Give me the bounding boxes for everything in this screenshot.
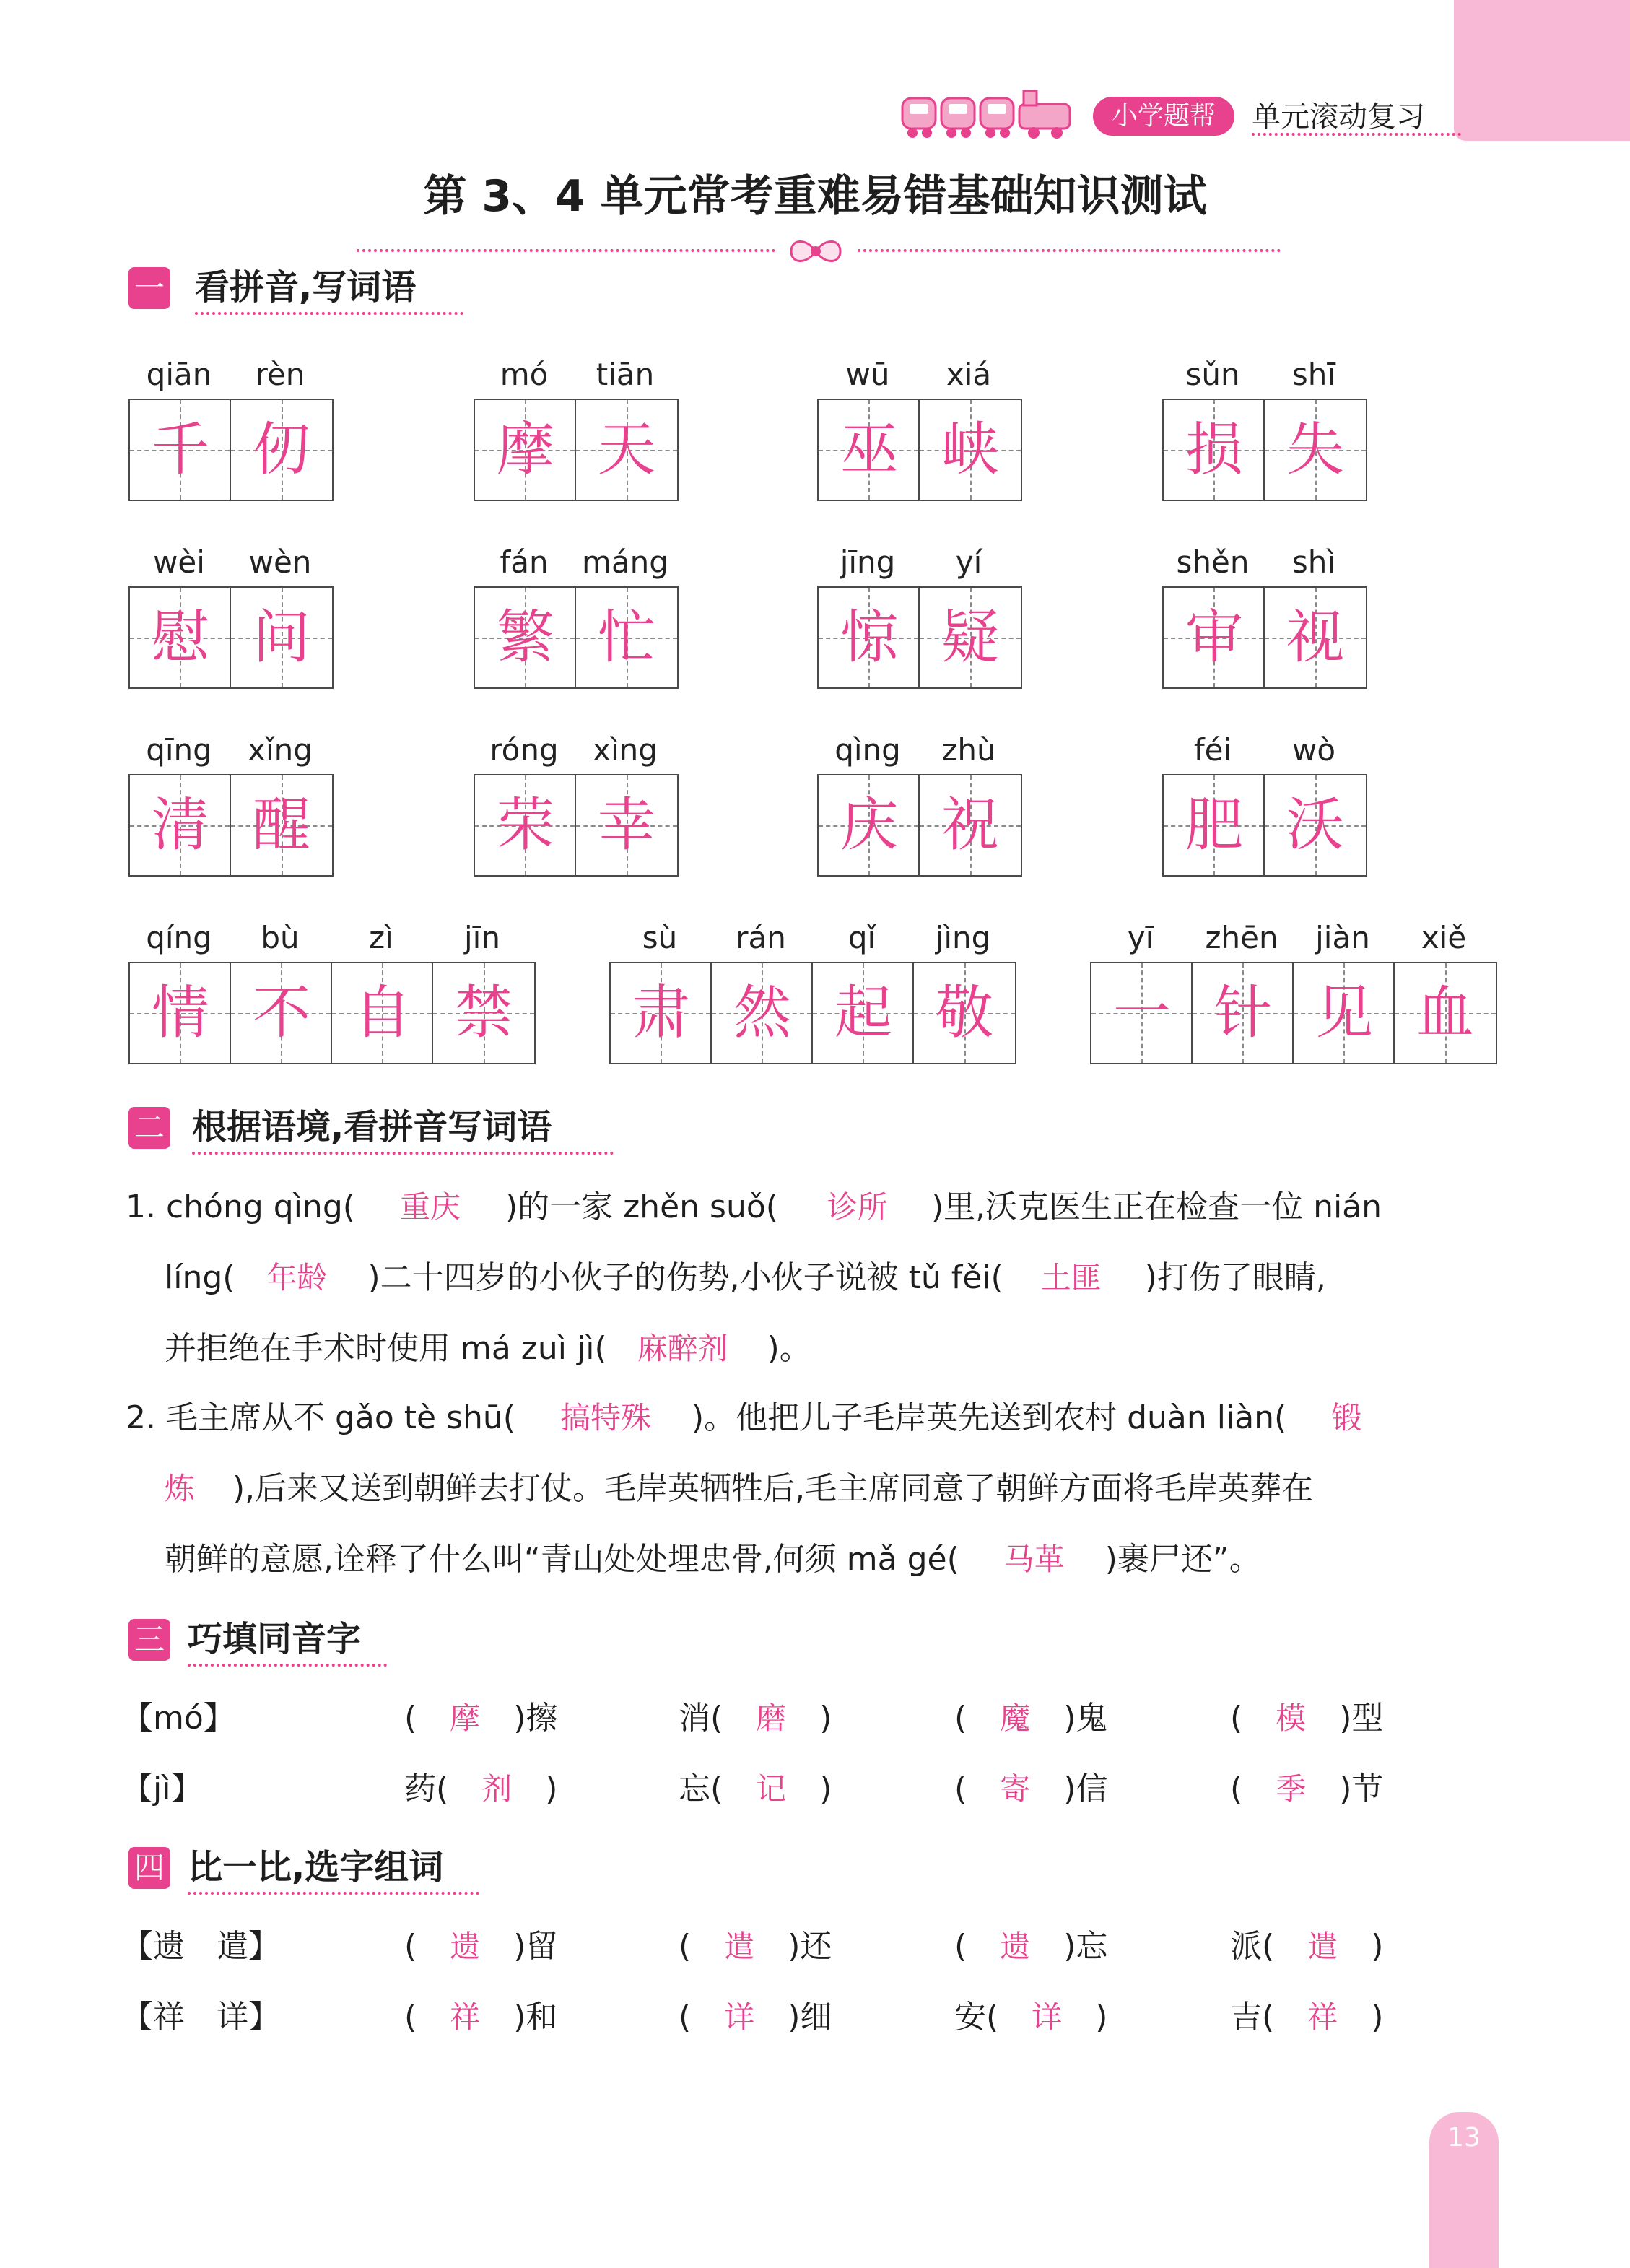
section-badge-1: 一 (128, 267, 170, 309)
answer-character: 天 (598, 416, 655, 483)
suffix: ) (1095, 1999, 1108, 2035)
grid-cell (1265, 400, 1366, 500)
section-badge-4: 四 (128, 1847, 170, 1889)
tian-zi-ge-grid (128, 774, 334, 877)
answer: 马革 (1003, 1542, 1065, 1577)
answer-character: 视 (1286, 604, 1344, 671)
answer-character: 一 (1113, 979, 1171, 1046)
answer-character: 肥 (1185, 791, 1243, 859)
grid-cell (819, 400, 920, 500)
suffix: )节 (1339, 1770, 1384, 1807)
fill-blank-item (404, 1925, 557, 1968)
answer: 遗 (450, 1929, 481, 1964)
pinyin: jīng (840, 544, 896, 580)
tian-zi-ge-grid (474, 586, 679, 689)
prefix: ( (679, 1999, 692, 2035)
grid-cell (231, 775, 332, 875)
grid-cell (231, 588, 332, 687)
fill-blank-item (1230, 1768, 1383, 1811)
pinyin: xiá (946, 357, 992, 392)
grid-cell (914, 963, 1015, 1063)
answer-character: 血 (1416, 979, 1474, 1046)
grid-cell (130, 775, 231, 875)
section-badge-2: 二 (128, 1107, 170, 1149)
answer: 重庆 (399, 1189, 461, 1225)
answer-character: 繁 (497, 604, 554, 671)
tian-zi-ge-grid (817, 586, 1022, 689)
answer-character: 不 (253, 979, 310, 1046)
title-divider-left (357, 249, 775, 252)
grid-cell (475, 400, 576, 500)
item-number: 1. (126, 1189, 156, 1225)
grid-cell (819, 775, 920, 875)
prefix: ( (954, 1770, 967, 1807)
section-title-2: 根据语境,看拼音写词语 (192, 1104, 614, 1155)
tian-zi-ge-grid (1162, 774, 1367, 877)
grid-cell (1164, 588, 1265, 687)
answer-character: 峡 (941, 416, 999, 483)
grid-cell (813, 963, 914, 1063)
pinyin: wū (845, 357, 890, 392)
grid-cell (920, 775, 1021, 875)
prefix: 忘( (679, 1770, 723, 1807)
pinyin: zhù (941, 732, 996, 768)
grid-cell (231, 963, 332, 1063)
answer: 麻醉剂 (637, 1331, 728, 1366)
pinyin: zhēn (1205, 920, 1278, 955)
suffix: )还 (788, 1928, 832, 1965)
pinyin: mó (500, 357, 549, 392)
tian-zi-ge-grid (128, 399, 334, 501)
answer-character: 惊 (840, 604, 898, 671)
grid-cell (576, 400, 677, 500)
answer-character: 醒 (253, 791, 310, 859)
answer-character: 庆 (840, 791, 898, 859)
fill-blank-item (1230, 1996, 1383, 2039)
answer-character: 巫 (840, 416, 898, 483)
pinyin: bù (261, 920, 300, 955)
pinyin: jìng (935, 920, 991, 955)
pinyin: fán (500, 544, 549, 580)
pinyin: wèn (248, 544, 312, 580)
q2-2-line-2: 炼 ),后来又送到朝鲜去打仗。毛岸英牺牲后,毛主席同意了朝鲜方面将毛岸英葬在 (165, 1470, 1314, 1507)
grid-cell (130, 963, 231, 1063)
answer: 炼 (165, 1471, 196, 1506)
pinyin: sǔn (1185, 357, 1240, 392)
section-title-4: 比一比,选字组词 (188, 1844, 479, 1895)
section-badge-3: 三 (128, 1619, 170, 1661)
answer-character: 幸 (598, 791, 655, 859)
section-title-1: 看拼音,写词语 (195, 264, 463, 315)
suffix: )细 (788, 1999, 832, 2035)
answer-character: 摩 (497, 416, 554, 483)
tian-zi-ge-grid (1162, 586, 1367, 689)
pinyin: máng (582, 544, 668, 580)
pinyin: xìng (593, 732, 658, 768)
answer-character: 慰 (152, 604, 209, 671)
fill-blank-item (954, 1996, 1107, 2039)
answer: 诊所 (827, 1189, 888, 1225)
pinyin: shī (1291, 357, 1336, 392)
suffix: ) (545, 1770, 558, 1807)
answer: 剂 (481, 1771, 513, 1807)
answer-character: 仞 (253, 416, 310, 483)
pinyin: shěn (1176, 544, 1250, 580)
pinyin: qiān (146, 357, 212, 392)
grid-cell (433, 963, 534, 1063)
pinyin: yí (955, 544, 982, 580)
grid-cell (920, 400, 1021, 500)
suffix: )信 (1063, 1770, 1108, 1807)
fill-blank-item (954, 1768, 1107, 1811)
suffix: )留 (513, 1928, 558, 1965)
q2-1-line-3: 并拒绝在手术时使用 má zuì jì( 麻醉剂 )。 (165, 1330, 811, 1367)
prefix: ( (1230, 1770, 1243, 1807)
tian-zi-ge-grid (609, 962, 1016, 1064)
pinyin: rán (736, 920, 786, 955)
pinyin: qìng (834, 732, 901, 768)
answer-character: 忙 (598, 604, 655, 671)
answer: 摩 (450, 1700, 481, 1736)
prefix: 吉( (1230, 1999, 1275, 2035)
prefix: ( (1230, 1700, 1243, 1737)
pinyin: xǐng (248, 732, 313, 768)
pinyin: wèi (153, 544, 205, 580)
tian-zi-ge-grid (817, 774, 1022, 877)
answer-character: 情 (152, 979, 209, 1046)
prefix: ( (954, 1928, 967, 1965)
tian-zi-ge-grid (474, 774, 679, 877)
grid-cell (130, 400, 231, 500)
answer-character: 失 (1286, 416, 1344, 483)
tian-zi-ge-grid (474, 399, 679, 501)
answer-character: 疑 (941, 604, 999, 671)
prefix: 安( (954, 1999, 999, 2035)
grid-cell (1265, 588, 1366, 687)
answer: 魔 (1000, 1700, 1031, 1736)
grid-cell (475, 588, 576, 687)
train-icon (899, 88, 1080, 140)
answer: 年龄 (266, 1260, 328, 1295)
fill-blank-item (954, 1925, 1107, 1968)
corner-tab (1454, 0, 1630, 141)
item-number: 2. (126, 1399, 156, 1436)
q2-2-line-1: 2. 毛主席从不 gǎo tè shū( 搞特殊 )。他把儿子毛岸英先送到农村 duàn liàn( 锻 (126, 1399, 1362, 1436)
pinyin: qīng (146, 732, 212, 768)
pinyin: róng (489, 732, 559, 768)
grid-cell (332, 963, 433, 1063)
prefix: ( (404, 1700, 417, 1737)
pinyin: zì (369, 920, 393, 955)
tian-zi-ge-grid (128, 586, 334, 689)
suffix: )型 (1339, 1700, 1384, 1737)
answer: 遣 (724, 1929, 755, 1964)
answer-character: 千 (152, 416, 209, 483)
fill-blank-item (404, 1768, 557, 1811)
answer-character: 损 (1185, 416, 1243, 483)
page-title: 第 3、4 单元常考重难易错基础知识测试 (423, 171, 1207, 222)
fill-blank-item (679, 1697, 832, 1740)
grid-cell (1395, 963, 1496, 1063)
answer-character: 荣 (497, 791, 554, 859)
section-title-3: 巧填同音字 (188, 1616, 387, 1667)
answer-character: 审 (1185, 604, 1243, 671)
answer-character: 肃 (632, 979, 690, 1046)
row-label: 【祥 详】 (121, 1999, 280, 2035)
pinyin: qíng (146, 920, 212, 955)
unit-review-label: 单元滚动复习 (1252, 100, 1425, 134)
fill-blank-item (679, 1925, 832, 1968)
pinyin: wò (1291, 732, 1336, 768)
suffix: ) (819, 1700, 832, 1737)
answer: 模 (1276, 1700, 1307, 1736)
fill-blank-item (404, 1996, 557, 2039)
suffix: )忘 (1063, 1928, 1108, 1965)
answer: 搞特殊 (559, 1400, 651, 1435)
title-divider-right (858, 249, 1281, 252)
answer: 遗 (1000, 1929, 1031, 1964)
suffix: )和 (513, 1999, 558, 2035)
page-number: 13 (1429, 2112, 1499, 2268)
suffix: )擦 (513, 1700, 558, 1737)
pinyin: tiān (596, 357, 655, 392)
fill-blank-item (1230, 1697, 1383, 1740)
grid-cell (819, 588, 920, 687)
pinyin: xiě (1421, 920, 1467, 955)
pinyin: sù (642, 920, 678, 955)
answer-character: 起 (834, 979, 892, 1046)
fill-blank-item (1230, 1925, 1383, 1968)
q2-1-line-1: 1. chóng qìng( 重庆 )的一家 zhěn suǒ( 诊所 )里,沃克医生正在检查一位 nián (126, 1189, 1382, 1225)
row-label: 【jì】 (121, 1770, 203, 1807)
grid-cell (475, 775, 576, 875)
prefix: ( (954, 1700, 967, 1737)
answer-character: 清 (152, 791, 209, 859)
answer: 遣 (1307, 1929, 1338, 1964)
answer-character: 禁 (455, 979, 513, 1046)
pinyin: jīn (464, 920, 500, 955)
tian-zi-ge-grid (1162, 399, 1367, 501)
grid-cell (1294, 963, 1395, 1063)
answer: 记 (756, 1771, 787, 1807)
prefix: 派( (1230, 1928, 1275, 1965)
answer: 祥 (450, 1999, 481, 2035)
suffix: ) (1371, 1999, 1384, 2035)
answer-character: 自 (354, 979, 411, 1046)
fill-blank-item (954, 1697, 1107, 1740)
answer-character: 祝 (941, 791, 999, 859)
grid-cell (1164, 400, 1265, 500)
prefix: ( (679, 1928, 692, 1965)
pinyin: qǐ (847, 920, 876, 955)
pinyin: shì (1291, 544, 1336, 580)
answer-character: 见 (1315, 979, 1373, 1046)
row-label: 【mó】 (121, 1700, 235, 1737)
prefix: 药( (404, 1770, 449, 1807)
answer: 寄 (1000, 1771, 1031, 1807)
grid-cell (231, 400, 332, 500)
prefix: ( (404, 1999, 417, 2035)
grid-cell (130, 588, 231, 687)
answer-character: 问 (253, 604, 310, 671)
fill-blank-item (679, 1768, 832, 1811)
tian-zi-ge-grid (128, 962, 536, 1064)
grid-cell (1265, 775, 1366, 875)
fill-blank-item (404, 1697, 557, 1740)
prefix: 消( (679, 1700, 723, 1737)
grid-cell (712, 963, 813, 1063)
pinyin: yī (1127, 920, 1154, 955)
answer-character: 沃 (1286, 791, 1344, 859)
grid-cell (920, 588, 1021, 687)
pinyin: jiàn (1315, 920, 1370, 955)
answer: 祥 (1307, 1999, 1338, 2035)
answer: 土匪 (1040, 1260, 1102, 1295)
suffix: )鬼 (1063, 1700, 1108, 1737)
grid-cell (576, 588, 677, 687)
answer-character: 针 (1214, 979, 1272, 1046)
answer: 详 (724, 1999, 755, 2035)
grid-cell (1091, 963, 1193, 1063)
answer: 锻 (1331, 1400, 1362, 1435)
grid-cell (1164, 775, 1265, 875)
grid-cell (611, 963, 712, 1063)
answer-character: 然 (733, 979, 791, 1046)
suffix: ) (819, 1770, 832, 1807)
brand-badge: 小学题帮 (1093, 97, 1234, 136)
bow-icon (787, 235, 845, 267)
tian-zi-ge-grid (817, 399, 1022, 501)
answer: 详 (1032, 1999, 1063, 2035)
header-divider (1252, 133, 1461, 136)
answer: 季 (1276, 1771, 1307, 1807)
grid-cell (576, 775, 677, 875)
pinyin: rèn (255, 357, 305, 392)
tian-zi-ge-grid (1090, 962, 1497, 1064)
answer-character: 敬 (936, 979, 993, 1046)
q2-1-line-2: líng( 年龄 )二十四岁的小伙子的伤势,小伙子说被 tǔ fěi( 土匪 )打伤了眼睛, (165, 1259, 1326, 1296)
prefix: ( (404, 1928, 417, 1965)
row-label: 【遗 遣】 (121, 1928, 280, 1965)
suffix: ) (1371, 1928, 1384, 1965)
q2-2-line-3: 朝鲜的意愿,诠释了什么叫“青山处处埋忠骨,何须 mǎ gé( 马革 )裹尸还”。 (165, 1541, 1261, 1578)
answer: 磨 (756, 1700, 787, 1736)
fill-blank-item (679, 1996, 832, 2039)
grid-cell (1193, 963, 1294, 1063)
pinyin: féi (1193, 732, 1232, 768)
